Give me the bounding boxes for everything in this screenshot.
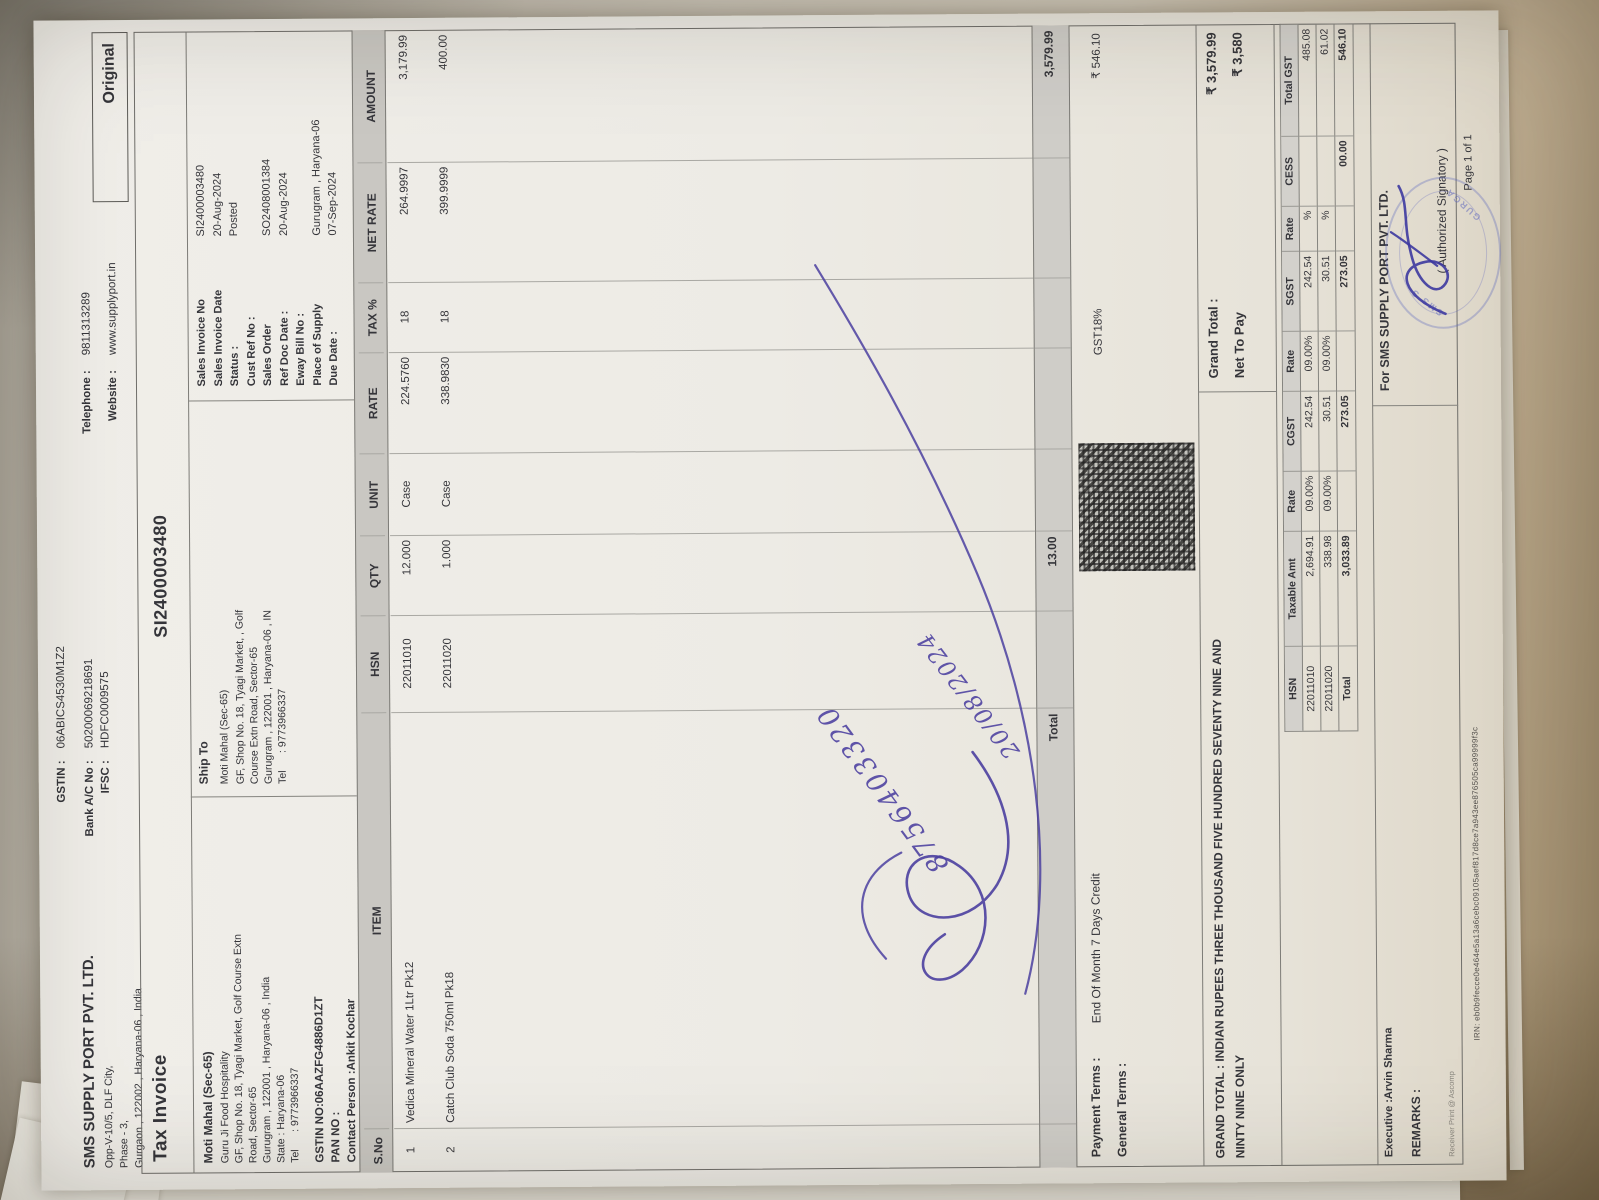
payment-terms-value: End Of Month 7 Days Credit	[1088, 873, 1104, 1024]
item-sno: 2	[445, 1146, 458, 1153]
hsn-cell: 30.51	[1319, 391, 1337, 471]
bill-to-contact: Contact Person :Ankit Kochar	[345, 998, 359, 1163]
item-unit: Case	[440, 480, 453, 508]
ship-to-line3: Gurugram , 122001 , Haryana-06 , IN	[261, 610, 275, 785]
items-header-amount: AMOUNT	[363, 69, 378, 123]
hsn-tax-table	[1279, 23, 1357, 731]
items-total-qty: 13.00	[1036, 530, 1073, 610]
invoice-meta-block	[186, 30, 355, 401]
items-header-netrate: NET RATE	[357, 162, 383, 282]
meta-label: Sales Order	[261, 324, 274, 387]
general-terms-label: General Terms :	[1114, 1062, 1130, 1158]
company-name: SMS SUPPLY PORT PVT. LTD.	[79, 955, 99, 1169]
grand-total-words-1: GRAND TOTAL : INDIAN RUPEES THREE THOUSAND FIVE HUNDRED SEVENTY NINE AND	[1209, 638, 1228, 1159]
ship-to-name: Moti Mahal (Sec-65)	[218, 689, 231, 785]
invoice-number-big: SI2400003480	[149, 514, 171, 638]
hsn-cell: 485.08	[1300, 28, 1313, 61]
grand-total-words-2: NINTY NINE ONLY	[1232, 1054, 1248, 1159]
hsn-header-sgst: SGST	[1282, 251, 1300, 331]
stamp-text-fragment: SMS S	[1408, 286, 1445, 318]
bill-to-name: Moti Mahal (Sec-65)	[200, 1051, 216, 1164]
ship-to-heading: Ship To	[196, 741, 211, 785]
copy-type-label: Original	[100, 43, 119, 104]
meta-value: 20-Aug-2024	[276, 172, 290, 236]
bank-ac-value: 50200069218691	[82, 658, 96, 749]
hsn-cell: 09.00%	[1320, 471, 1338, 531]
doc-title: Tax Invoice	[149, 1054, 172, 1162]
authorized-signatory-label: ( Authorized Signatory )	[1434, 148, 1450, 274]
items-header-qty: QTY	[360, 535, 386, 615]
net-to-pay-label: Net To Pay	[1231, 311, 1247, 379]
items-total-amount: 3,579.99	[1041, 30, 1056, 78]
hsn-cell: 22011020	[1321, 646, 1339, 731]
handwritten-date: 20/08/2024	[911, 626, 1026, 764]
item-name: Catch Club Soda 750ml Pk18	[444, 971, 458, 1123]
hsn-header-rate2: Rate	[1283, 331, 1301, 391]
grand-total-label: Grand Total :	[1205, 298, 1221, 379]
hsn-header-rate1: Rate	[1284, 471, 1302, 531]
stamp-text-fragment: GURGA	[1443, 186, 1483, 224]
bill-to-line1: Guru Ji Food Hospitality	[218, 1051, 232, 1164]
hsn-cell: 09.00%	[1302, 471, 1320, 531]
meta-label: Cust Ref No :	[245, 316, 258, 387]
item-tax: 18	[399, 310, 412, 324]
meta-label: Sales Invoice No	[195, 298, 208, 387]
remarks-label: REMARKS :	[1408, 1088, 1424, 1158]
item-hsn: 22011020	[441, 638, 455, 689]
hsn-cell	[1338, 470, 1356, 530]
item-sno: 1	[405, 1146, 418, 1154]
company-address-line3: Gurgaon , 122002 , Haryana-06 , India	[132, 988, 146, 1168]
hsn-header-cess: CESS	[1281, 136, 1299, 206]
telephone-value: 9811313289	[80, 292, 93, 356]
meta-label: Ref Doc Date :	[277, 310, 291, 386]
hsn-cell: 273.05	[1336, 250, 1354, 330]
gstin-value: 06ABICS4530M1Z2	[54, 646, 68, 749]
hsn-header-totalgst: Total GST	[1282, 55, 1296, 105]
item-netrate: 264.9997	[398, 166, 411, 216]
copy-type-box	[92, 32, 129, 202]
bill-to-line3: Road, Sector-65	[246, 1086, 260, 1164]
meta-value: 20-Aug-2024	[211, 172, 224, 237]
item-name: Vedica Mineral Water 1Ltr Pk12	[404, 961, 418, 1124]
invoice-page	[33, 10, 1506, 1190]
item-hsn: 22011010	[401, 638, 415, 689]
hsn-cell: %	[1300, 206, 1317, 251]
meta-value: 07-Sep-2024	[326, 171, 339, 236]
hsn-cell: 09.00%	[1319, 331, 1337, 391]
items-header-unit: UNIT	[359, 453, 385, 535]
bill-to-line5: State : Haryana-06	[274, 1074, 288, 1163]
hsn-cell: 273.05	[1337, 390, 1355, 470]
hsn-cell: 242.54	[1301, 391, 1319, 471]
company-address-line1: Opp-V-10/5, DLF City,	[102, 1065, 116, 1169]
meta-value: SO2408001384	[260, 158, 273, 237]
item-qty: 1.000	[441, 539, 454, 569]
executive-line: Executive :Arvin Sharma	[1382, 1027, 1396, 1158]
item-amount: 3,179.99	[397, 35, 410, 80]
hsn-cell: Total	[1339, 645, 1357, 730]
hsn-cell: %	[1318, 206, 1335, 251]
meta-label: Due Date :	[327, 331, 340, 386]
for-company-line: For SMS SUPPLY PORT PVT. LTD.	[1376, 189, 1393, 392]
item-rate: 338.9830	[439, 356, 453, 405]
hsn-cell: 09.00%	[1301, 331, 1319, 391]
ship-to-block	[188, 400, 357, 797]
telephone-label: Telephone :	[80, 370, 94, 434]
website-label: Website :	[106, 370, 120, 422]
website-value: www.supplyport.in	[106, 262, 119, 356]
bill-to-pan: PAN NO :	[330, 1111, 343, 1163]
hsn-cell: 338.98	[1320, 531, 1338, 646]
meta-value: SI2400003480	[194, 164, 207, 237]
item-qty: 12.000	[401, 539, 414, 576]
ifsc-value: HDFC0009575	[98, 671, 112, 749]
receiver-print-note: Receiver Print @ Ascomp	[1446, 1071, 1457, 1157]
bill-to-block	[191, 796, 360, 1173]
gst-summary-amount: ₹ 546.10	[1090, 33, 1103, 79]
grand-total-value: ₹ 3,579.99	[1203, 32, 1219, 95]
handwritten-number: 8756403320	[810, 697, 956, 879]
meta-value: Posted	[227, 201, 240, 237]
meta-label: Status :	[228, 345, 241, 387]
ship-to-line4: Tel : 9773966337	[276, 688, 289, 784]
hsn-header-taxable: Taxable Amt	[1284, 531, 1302, 646]
bill-to-line6: Tel : 9773966337	[288, 1067, 302, 1163]
bill-to-line4: Gurugram , 122001 , Haryana-06 , India	[260, 976, 274, 1164]
company-address-line2: Phase - 3,	[118, 1120, 131, 1169]
meta-label: Sales Invoice Date	[211, 289, 225, 387]
irn-line: IRN: eb0b9fecce0e464e5a13a6cebc09105aef817d8ce7a943ee876505ca99999f3c	[1470, 726, 1482, 1041]
qr-code	[1078, 443, 1195, 572]
items-header-tax: TAX %	[358, 282, 383, 352]
hsn-cell	[1336, 205, 1353, 250]
parties-band	[186, 30, 360, 1173]
item-unit: Case	[400, 480, 413, 508]
hsn-cell: 242.54	[1300, 251, 1318, 331]
ifsc-label: IFSC :	[99, 760, 112, 794]
items-header-sno: S.No	[364, 1128, 389, 1172]
ship-to-line1: GF, Shop No. 18, Tyagi Market, , Golf	[233, 609, 247, 785]
bank-ac-label: Bank A/C No :	[83, 760, 97, 837]
meta-label: Eway Bill No :	[294, 312, 307, 386]
hsn-header-hsn: HSN	[1285, 646, 1303, 731]
item-rate: 224.5760	[399, 356, 413, 406]
items-header-hsn: HSN	[360, 615, 386, 712]
items-header-rate: RATE	[358, 352, 384, 453]
payment-terms-label: Payment Terms :	[1088, 1057, 1104, 1158]
item-amount: 400.00	[437, 34, 450, 70]
authorized-signature-ink	[1382, 166, 1463, 337]
gstin-label: GSTIN :	[55, 760, 68, 803]
ship-to-line2: Course Extn Road, Sector-65	[247, 646, 261, 785]
bill-to-line2: GF, Shop No. 18, Tyagi Market, Golf Course Extn	[231, 934, 246, 1164]
hsn-cell: 61.02	[1318, 28, 1331, 55]
item-netrate: 399.9999	[438, 166, 451, 215]
meta-value: Gurugram , Haryana-06	[309, 119, 323, 236]
items-total-label: Total	[1037, 707, 1076, 1123]
gst-summary-label: GST18%	[1092, 308, 1105, 356]
meta-label: Place of Supply	[310, 303, 324, 386]
hsn-header-rate3: Rate	[1282, 206, 1299, 251]
items-header-item: ITEM	[361, 712, 389, 1128]
hsn-cell: 22011010	[1303, 646, 1321, 731]
hsn-cell	[1318, 136, 1336, 206]
hsn-cell: 00.00	[1336, 135, 1354, 205]
bill-to-gstin: GSTIN NO:06AAZFG4886D1ZT	[313, 996, 327, 1163]
hsn-header-cgst: CGST	[1283, 391, 1301, 471]
hsn-cell: 546.10	[1336, 28, 1350, 61]
page-number: Page 1 of 1	[1462, 134, 1475, 191]
hsn-cell: 2,694.91	[1302, 531, 1320, 646]
item-tax: 18	[439, 310, 452, 324]
hsn-cell: 3,033.89	[1338, 530, 1356, 645]
hsn-cell	[1337, 330, 1355, 390]
hsn-cell: 30.51	[1318, 251, 1336, 331]
hsn-cell	[1299, 136, 1317, 206]
net-to-pay-value: ₹ 3,580	[1229, 32, 1245, 77]
